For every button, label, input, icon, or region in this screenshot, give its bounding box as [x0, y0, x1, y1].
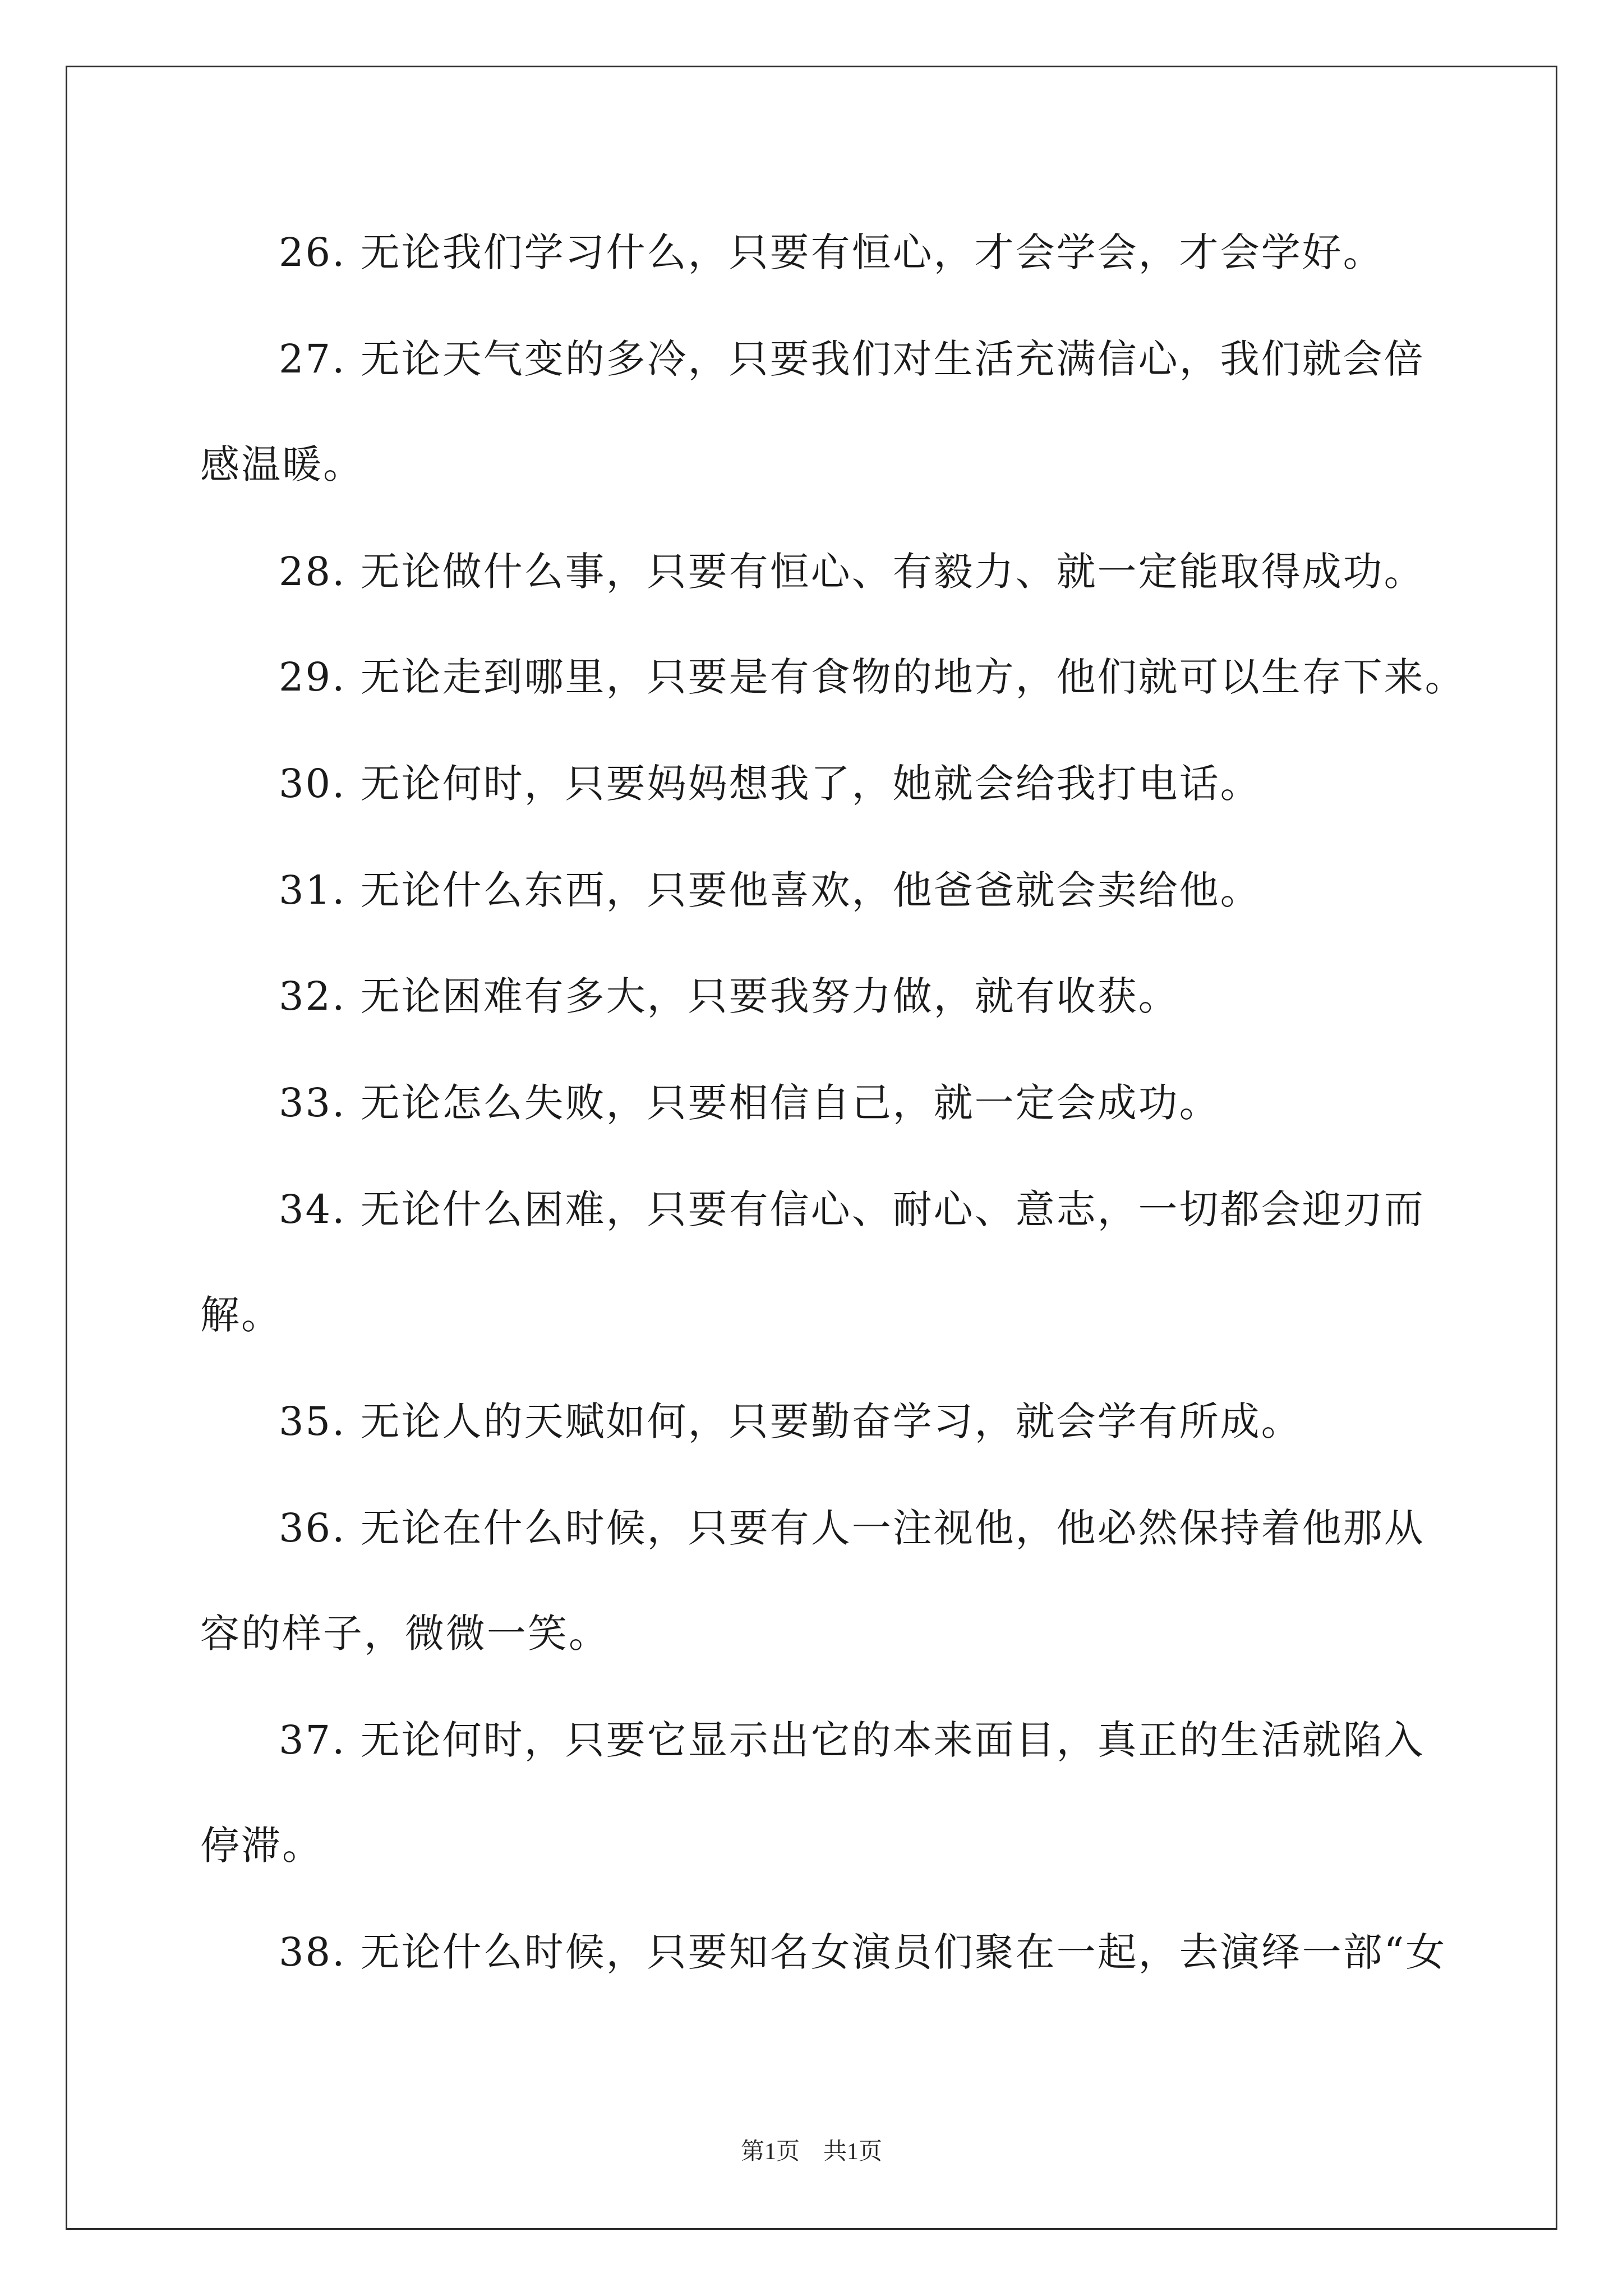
- paragraph-27-continued: 感温暖。: [200, 441, 364, 487]
- paragraph-38: 38. 无论什么时候，只要知名女演员们聚在一起，去演绎一部“女: [279, 1929, 1447, 1975]
- paragraph-36: 36. 无论在什么时候，只要有人一注视他，他必然保持着他那从: [279, 1505, 1425, 1551]
- paragraph-37: 37. 无论何时，只要它显示出它的本来面目，真正的生活就陷入: [279, 1717, 1425, 1763]
- paragraph-33: 33. 无论怎么失败，只要相信自己，就一定会成功。: [279, 1080, 1220, 1126]
- paragraph-31: 31. 无论什么东西，只要他喜欢，他爸爸就会卖给他。: [279, 867, 1261, 913]
- paragraph-26: 26. 无论我们学习什么，只要有恒心，才会学会，才会学好。: [279, 229, 1384, 275]
- paragraph-34: 34. 无论什么困难，只要有信心、耐心、意志，一切都会迎刃而: [279, 1186, 1425, 1232]
- paragraph-36-continued: 容的样子，微微一笑。: [200, 1611, 610, 1657]
- page-number-footer: 第1页 共1页: [740, 2139, 882, 2165]
- paragraph-27: 27. 无论天气变的多冷，只要我们对生活充满信心，我们就会倍: [279, 336, 1425, 382]
- paragraph-30: 30. 无论何时，只要妈妈想我了，她就会给我打电话。: [279, 761, 1261, 807]
- paragraph-28: 28. 无论做什么事，只要有恒心、有毅力、就一定能取得成功。: [279, 549, 1425, 595]
- paragraph-32: 32. 无论困难有多大，只要我努力做，就有收获。: [279, 973, 1179, 1019]
- paragraph-37-continued: 停滞。: [200, 1823, 323, 1869]
- page-border: [66, 66, 1557, 2230]
- paragraph-35: 35. 无论人的天赋如何，只要勤奋学习，就会学有所成。: [279, 1398, 1302, 1444]
- paragraph-29: 29. 无论走到哪里，只要是有食物的地方，他们就可以生存下来。: [279, 654, 1466, 700]
- paragraph-34-continued: 解。: [200, 1292, 282, 1338]
